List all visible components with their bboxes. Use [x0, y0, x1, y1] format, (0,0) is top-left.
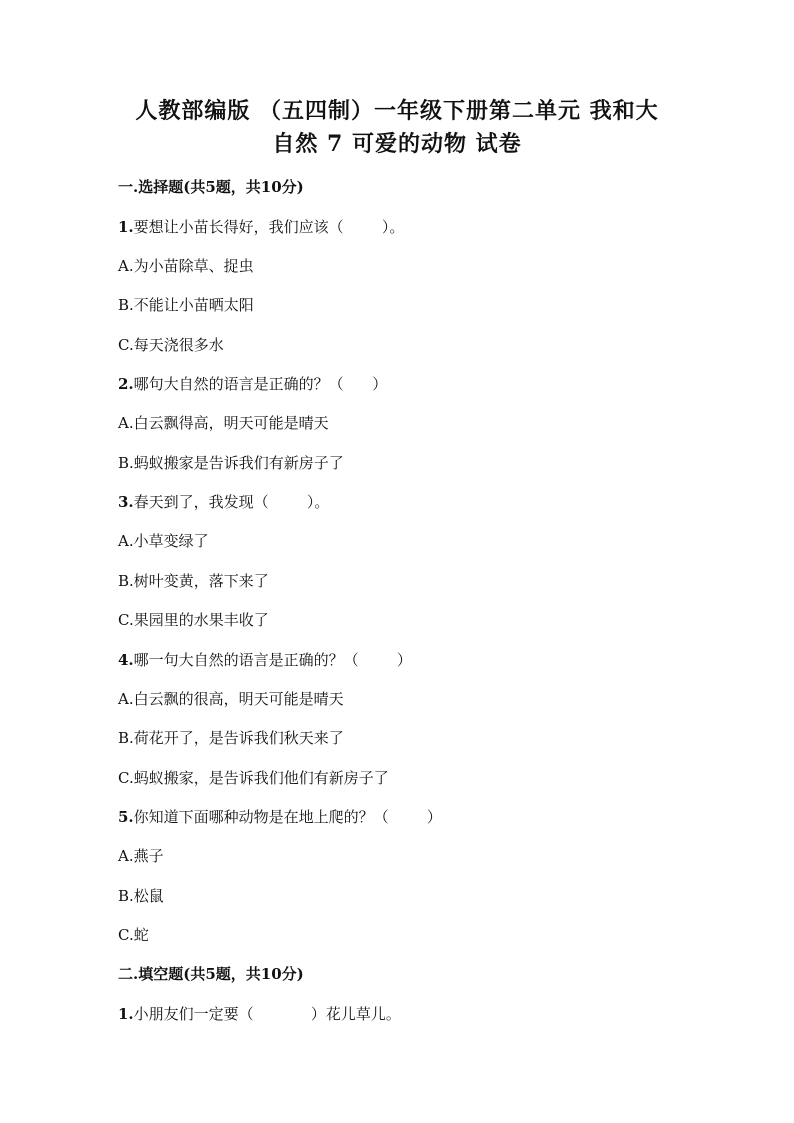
option-4-b: B.荷花开了，是告诉我们秋天来了: [118, 729, 344, 747]
question-number: 4.: [118, 651, 134, 669]
option-3-a: A.小草变绿了: [118, 532, 209, 550]
question-text: 你知道下面哪种动物是在地上爬的？（ ）: [133, 808, 442, 826]
question-3: [118, 492, 329, 512]
document-title-line-2: 自然 7 可爱的动物 试卷: [272, 131, 522, 157]
option-1-c: C.每天浇很多水: [118, 336, 224, 354]
question-2: [118, 374, 387, 394]
document-title-line-1: 人教部编版 （五四制）一年级下册第二单元 我和大: [135, 98, 659, 124]
question-text: 要想让小苗长得好，我们应该（ ）。: [133, 218, 405, 236]
option-1-a: A.为小苗除草、捉虫: [118, 257, 254, 275]
option-2-a: A.白云飘得高，明天可能是晴天: [118, 414, 329, 432]
section-heading-multiple-choice: 一.选择题(共5题，共10分): [118, 178, 304, 196]
question-number: 3.: [118, 493, 134, 511]
option-1-b: B.不能让小苗晒太阳: [118, 296, 254, 314]
question-number: 5.: [118, 808, 134, 826]
question-text: 哪句大自然的语言是正确的？（ ）: [133, 375, 388, 393]
section-heading-fill-in-blank: 二.填空题(共5题，共10分): [118, 965, 304, 983]
question-text: 春天到了，我发现（ ）。: [133, 493, 330, 511]
question-1: [118, 217, 404, 237]
option-3-b: B.树叶变黄，落下来了: [118, 572, 269, 590]
question-text: 小朋友们一定要（ ）花儿草儿。: [133, 1005, 401, 1023]
option-5-c: C.蛇: [118, 926, 149, 944]
question-5: [118, 807, 442, 827]
question-number: 2.: [118, 375, 134, 393]
option-4-a: A.白云飘的很高，明天可能是晴天: [118, 690, 344, 708]
option-4-c: C.蚂蚁搬家，是告诉我们他们有新房子了: [118, 769, 389, 787]
question-number: 1.: [118, 218, 134, 236]
question-4: [118, 650, 412, 670]
question-text: 哪一句大自然的语言是正确的？（ ）: [133, 651, 412, 669]
question-number: 1.: [118, 1005, 134, 1023]
fill-question-1: [118, 1004, 401, 1024]
option-5-a: A.燕子: [118, 847, 164, 865]
option-2-b: B.蚂蚁搬家是告诉我们有新房子了: [118, 454, 344, 472]
option-3-c: C.果园里的水果丰收了: [118, 611, 269, 629]
option-5-b: B.松鼠: [118, 887, 164, 905]
